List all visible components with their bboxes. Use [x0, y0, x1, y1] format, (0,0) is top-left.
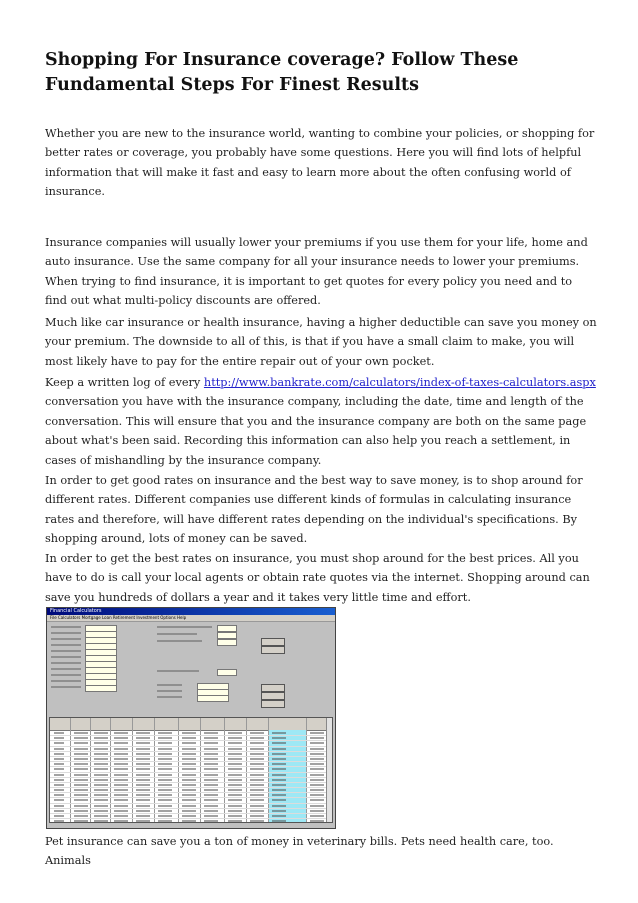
screenshot-grid-row [50, 819, 332, 823]
screenshot-title-bar: Financial Calculators [47, 608, 335, 615]
log-text-end: conversation you have with the insurance company, including the date, time and length of the conversation. This will ensure that you and the insurance company are both on the same page about what's been said. Recording this information can also help you reach a settlement, in cases of mishandling by the insurance company. [45, 395, 587, 467]
paragraph-intro: Whether you are new to the insurance world, wanting to combine your policies, or shopping for better rates or coverage, you probably have some questions. Here you will find lots of helpful information that will make it fast and easy to learn more about the often confusing world of insurance. [45, 127, 595, 199]
screenshot-button-4 [261, 692, 285, 700]
bankrate-link[interactable]: http://www.bankrate.com/calculators/index-of-taxes-calculators.aspx [203, 376, 596, 389]
paragraph-written-log [45, 373, 597, 470]
page-title: Shopping For Insurance coverage? Follow These Fundamental Steps For Finest Results [45, 50, 519, 95]
paragraph-best-rates: In order to get the best rates on insurance, you must shop around for the best prices. All you have to do is call your local agents or obtain rate quotes via the internet. Shopping around can save you hundreds of dollars a year and it takes very little time and effort. [45, 552, 590, 604]
paragraph-pet-insurance: Pet insurance can save you a ton of money in veterinary bills. Pets need health care, too. Animals [45, 835, 554, 868]
screenshot-button-5 [261, 700, 285, 708]
calculator-screenshot-image [46, 607, 336, 829]
log-text-start: Keep a written log of every [45, 376, 204, 389]
screenshot-menu-bar: File Calculators Mortgage Loan Retirement Investment Options Help [47, 615, 335, 622]
screenshot-amortization-grid [49, 717, 333, 823]
paragraph-bundling: Insurance companies will usually lower your premiums if you use them for your life, home and auto insurance. Use the same company for all your insurance needs to lower your premiums. When trying to find insurance, it is important to get quotes for every policy you need and to find out what multi-policy discounts are offered. [45, 236, 588, 308]
paragraph-shop-rates: In order to get good rates on insurance and the best way to save money, is to shop around for different rates. Different companies use different kinds of formulas in calculating insurance rates and therefore, will have different rates depending on the individual's specifications. By shopping around, lots of money can be saved. [45, 474, 583, 546]
paragraph-deductible: Much like car insurance or health insurance, having a higher deductible can save you money on your premium. The downside to all of this, is that if you have a small claim to make, you will most likely have to pay for the entire repair out of your own pocket. [45, 316, 597, 368]
screenshot-button-1 [261, 638, 285, 646]
screenshot-button-3 [261, 684, 285, 692]
screenshot-button-2 [261, 646, 285, 654]
screenshot-input-form [47, 622, 335, 716]
